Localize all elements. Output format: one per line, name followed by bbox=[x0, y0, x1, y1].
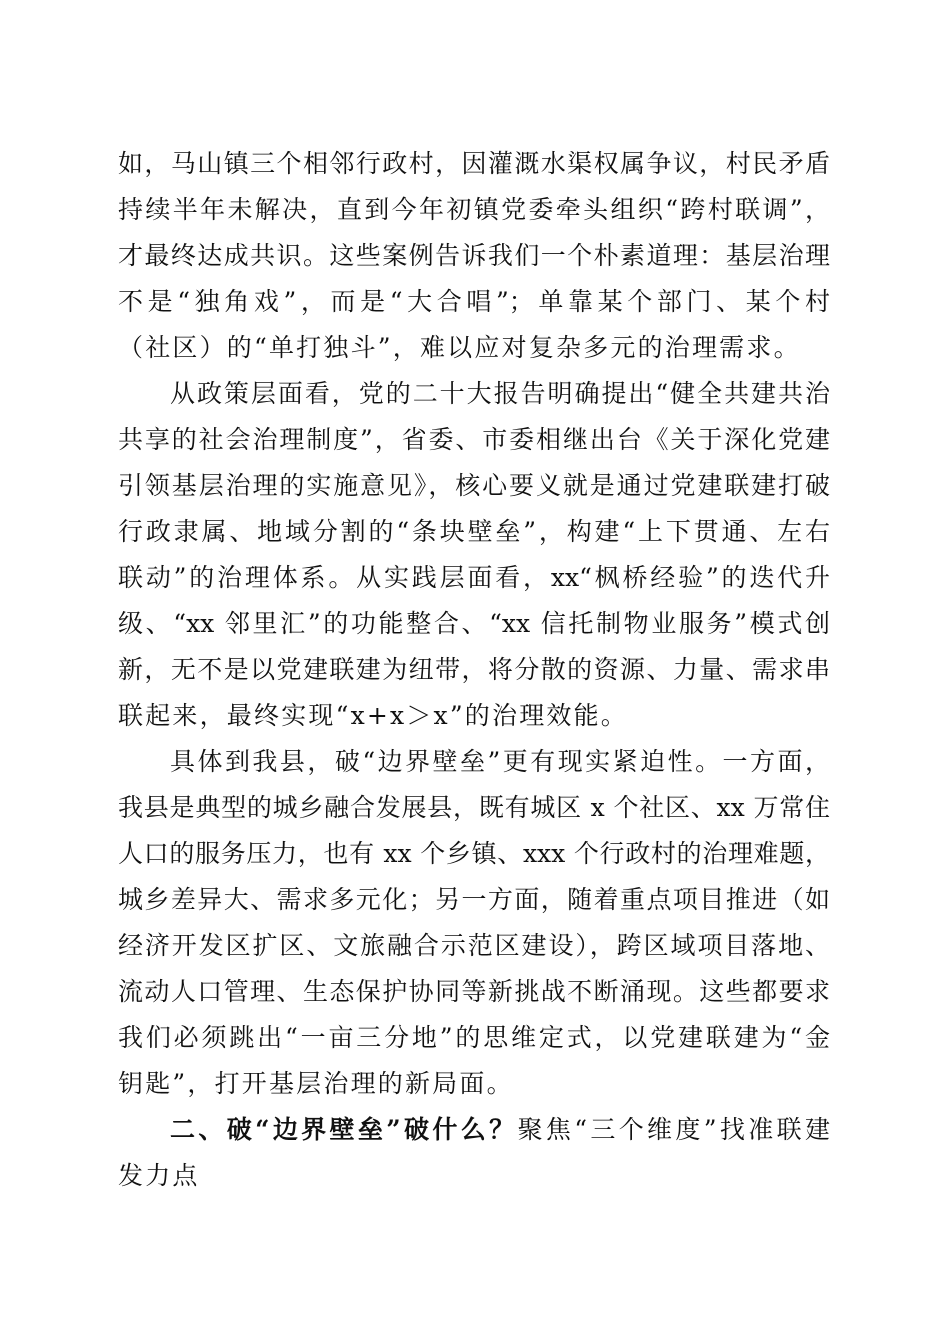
text-line: 联动”的治理体系。从实践层面看，xx“枫桥经验”的迭代升 bbox=[118, 563, 830, 592]
text-line: 不是“独角戏”，而是“大合唱”；单靠某个部门、某个村 bbox=[118, 287, 830, 316]
text-line: 流动人口管理、生态保护协同等新挑战不断涌现。这些都要求 bbox=[118, 977, 830, 1006]
text-line: 钥匙”，打开基层治理的新局面。 bbox=[118, 1069, 514, 1098]
text-line: （社区）的“单打独斗”，难以应对复杂多元的治理需求。 bbox=[118, 333, 801, 362]
document-body bbox=[118, 141, 830, 1199]
text-line: 才最终达成共识。这些案例告诉我们一个朴素道理：基层治理 bbox=[118, 241, 830, 270]
paragraph-2 bbox=[118, 371, 830, 739]
section-heading bbox=[118, 1107, 830, 1199]
heading-bold-text: 二、破“边界壁垒”破什么？ bbox=[170, 1115, 518, 1144]
text-line: 持续半年未解决，直到今年初镇党委牵头组织“跨村联调”， bbox=[118, 195, 830, 224]
text-line: 我们必须跳出“一亩三分地”的思维定式，以党建联建为“金 bbox=[118, 1023, 830, 1052]
text-line: 从政策层面看，党的二十大报告明确提出“健全共建共治 bbox=[170, 379, 830, 408]
text-line: 级、“xx 邻里汇”的功能整合、“xx 信托制物业服务”模式创 bbox=[118, 609, 830, 638]
text-line: 我县是典型的城乡融合发展县，既有城区 x 个社区、xx 万常住 bbox=[118, 793, 830, 822]
paragraph-1 bbox=[118, 141, 830, 371]
text-line: 经济开发区扩区、文旅融合示范区建设），跨区域项目落地、 bbox=[118, 931, 830, 960]
heading-rest-text: 聚焦“三个维度”找准联建 bbox=[517, 1115, 831, 1144]
text-line: 行政隶属、地域分割的“条块壁垒”，构建“上下贯通、左右 bbox=[118, 517, 830, 546]
text-line: 人口的服务压力，也有 xx 个乡镇、xxx 个行政村的治理难题， bbox=[118, 839, 830, 868]
text-line: 具体到我县，破“边界壁垒”更有现实紧迫性。一方面， bbox=[170, 747, 830, 776]
heading-line bbox=[118, 1107, 830, 1153]
text-line: 共享的社会治理制度”，省委、市委相继出台《关于深化党建 bbox=[118, 425, 830, 454]
paragraph-3 bbox=[118, 739, 830, 1107]
heading-line: 发力点 bbox=[118, 1161, 200, 1190]
text-line: 城乡差异大、需求多元化；另一方面，随着重点项目推进（如 bbox=[118, 885, 830, 914]
text-line: 联起来，最终实现“x+x＞x”的治理效能。 bbox=[118, 701, 629, 730]
text-line: 引领基层治理的实施意见》，核心要义就是通过党建联建打破 bbox=[118, 471, 830, 500]
text-line: 如，马山镇三个相邻行政村，因灌溉水渠权属争议，村民矛盾 bbox=[118, 149, 830, 178]
text-line: 新，无不是以党建联建为纽带，将分散的资源、力量、需求串 bbox=[118, 655, 830, 684]
